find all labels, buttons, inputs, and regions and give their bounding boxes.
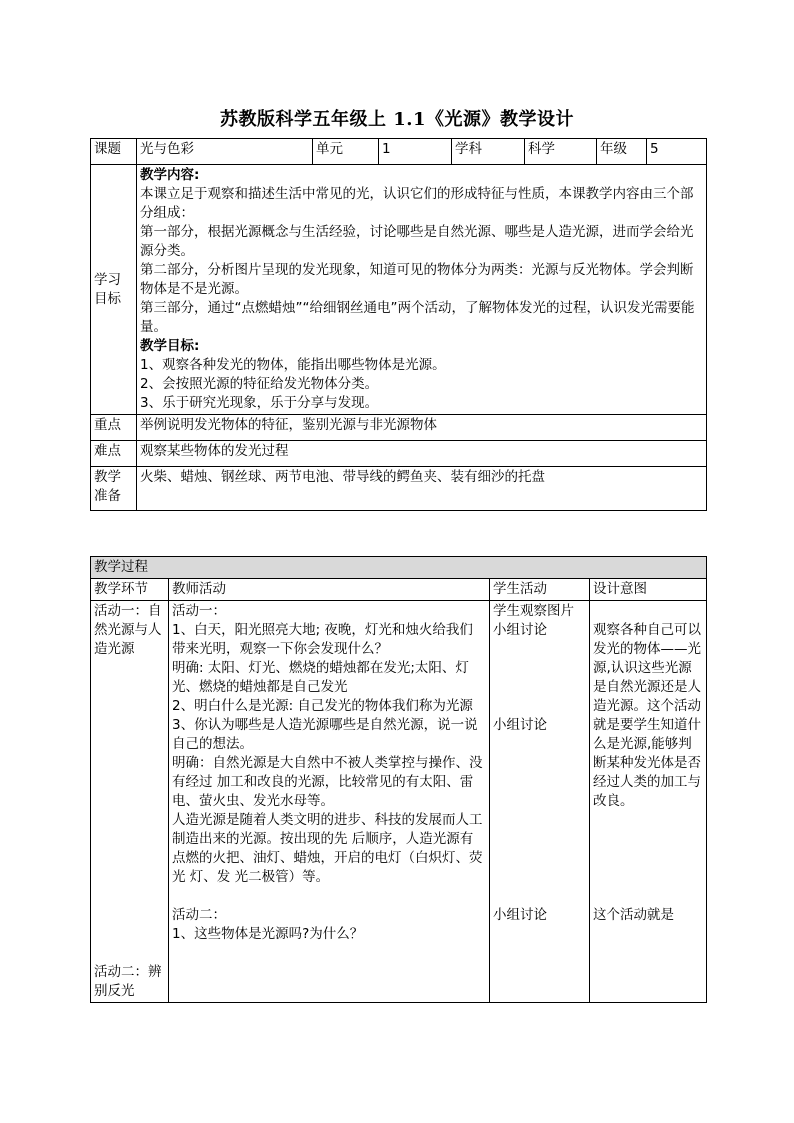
unit-value: 1 <box>379 139 452 165</box>
teacher-line: 1、白天，阳光照亮大地; 夜晚，灯光和烛火给我们带来光明，观察一下你会发现什么？ <box>172 622 473 657</box>
lesson-info-table <box>90 138 707 511</box>
ke-ti-value: 光与色彩 <box>137 139 313 165</box>
unit-label: 单元 <box>313 139 379 165</box>
objectives-heading: 教学目标: <box>140 338 200 354</box>
teacher-line: 3、你认为哪些是人造光源哪些是自然光源，说一说自己的想法。 <box>172 717 478 752</box>
intent-activity1: 观察各种自己可以发光的物体——光源,认识这些光源是自然光源还是人造光源。这个活动就是要学生知道什么是光源,能够判断某种发光体是否经过人类的加工与改良。 <box>593 622 701 809</box>
teacher-activity-cell <box>169 601 490 1003</box>
teacher-line: 明确: 太阳、灯光、燃烧的蜡烛都在发光;太阳、灯光、燃烧的蜡烛都是自己发光 <box>172 660 469 695</box>
key-point-label: 重点 <box>91 415 137 441</box>
teacher-line: 2、明白什么是光源: 自己发光的物体我们称为光源 <box>172 698 473 714</box>
content-line: 第一部分，根据光源概念与生活经验，讨论哪些是自然光源、哪些是人造光源，进而学会给光源分类。 <box>140 224 694 259</box>
design-intent-cell <box>590 601 707 1003</box>
key-point-text: 举例说明发光物体的特征，鉴别光源与非光源物体 <box>137 415 707 441</box>
teacher-line: 活动二： <box>172 907 226 923</box>
header-intent: 设计意图 <box>590 579 707 601</box>
student-activity-1: 学生观察图片小组讨论 <box>493 603 574 638</box>
teacher-line: 活动一： <box>172 603 226 619</box>
materials-text: 火柴、蜡烛、钢丝球、两节电池、带导线的鳄鱼夹、装有细沙的托盘 <box>137 467 707 511</box>
content-heading: 教学内容: <box>140 167 200 183</box>
difficulty-text: 观察某些物体的发光过程 <box>137 441 707 467</box>
subject-value: 科学 <box>525 139 597 165</box>
teacher-line: 1、这些物体是光源吗?为什么？ <box>172 926 364 942</box>
goals-label: 学习目标 <box>91 165 137 415</box>
intent-activity2: 这个活动就是 <box>593 907 674 923</box>
student-activity-cell <box>490 601 590 1003</box>
content-line: 本课立足于观察和描述生活中常见的光，认识它们的形成特征与性质，本课教学内容由三个部分组成： <box>140 186 694 221</box>
header-stage: 教学环节 <box>91 579 169 601</box>
activity1-stage-text: 活动一：自然光源与人造光源 <box>94 603 162 657</box>
teacher-line: 人造光源是随着人类文明的进步、科技的发展而人工制造出来的光源。按出现的先 后顺序，人造光源有点燃的火把、油灯、蜡烛，开启的电灯（白炽灯、荧 光 灯、发 光二极管）等。 <box>172 812 483 885</box>
grade-label: 年级 <box>597 139 647 165</box>
grade-value: 5 <box>647 139 707 165</box>
student-activity-2: 小组讨论 <box>493 717 547 733</box>
materials-label: 教学准备 <box>91 467 137 511</box>
header-teacher: 教师活动 <box>169 579 490 601</box>
goals-content <box>137 165 707 415</box>
student-activity-3: 小组讨论 <box>493 907 547 923</box>
objective-item: 1、观察各种发光的物体，能指出哪些物体是光源。 <box>140 357 446 373</box>
activity1-stage <box>91 601 169 1003</box>
process-section-title: 教学过程 <box>91 557 707 579</box>
ke-ti-label: 课题 <box>91 139 137 165</box>
teacher-line: 明确：自然光源是大自然中不被人类掌控与操作、没有经过 加工和改良的光源，比较常见的有太阳、雷电、萤火虫、发光水母等。 <box>172 755 483 809</box>
content-line: 第三部分，通过“点燃蜡烛”“给细钢丝通电”两个活动，了解物体发光的过程，认识发光需要能量。 <box>140 300 695 335</box>
difficulty-label: 难点 <box>91 441 137 467</box>
objective-item: 2、会按照光源的特征给发光物体分类。 <box>140 376 379 392</box>
teaching-process-table <box>90 556 707 1003</box>
document-title: 苏教版科学五年级上 1.1《光源》教学设计 <box>219 109 575 130</box>
objective-item: 3、乐于研究光现象，乐于分享与发现。 <box>140 395 379 411</box>
activity2-stage-text: 活动二：辨别反光 <box>94 964 162 999</box>
content-line: 第二部分，分析图片呈现的发光现象，知道可见的物体分为两类：光源与反光物体。学会判断物体是不是光源。 <box>140 262 694 297</box>
subject-label: 学科 <box>452 139 525 165</box>
header-student: 学生活动 <box>490 579 590 601</box>
